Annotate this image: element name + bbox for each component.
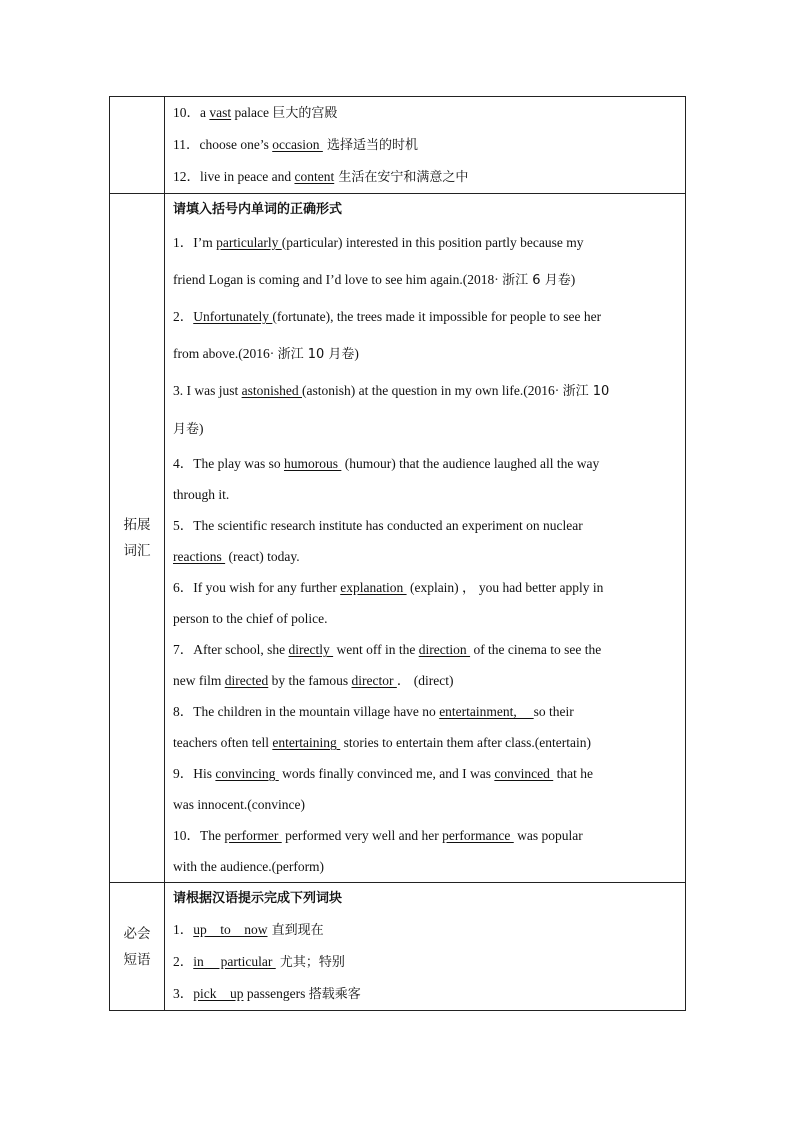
exercise-line [173,510,677,541]
section-instruction [173,194,677,225]
text-fragment: 7．After school, she [173,642,289,657]
text-fragment: of the cinema to see the [470,642,602,657]
section-label [110,883,165,1011]
section-label [110,194,165,883]
text-fragment: 6．If you wish for any further [173,580,341,595]
text-fragment: 9．His [173,766,216,781]
exercise-line [173,225,677,262]
text-fragment: 5．The scientific research institute has conducted an experiment on nuclear [173,518,583,533]
text-fragment: (astonish) at the question in my own life.(2016· [302,383,563,398]
answer-blank: entertainment, [439,704,534,719]
exercise-line [173,758,677,789]
text-fragment: that he [553,766,593,781]
exercise-line [173,97,677,129]
section-content [165,194,686,883]
text-fragment: palace [231,105,273,120]
text-fragment: 2． [173,954,194,969]
exercise-line [173,336,677,374]
text-fragment: 请填入括号内单词的正确形式 [173,202,343,217]
answer-blank: direction [418,642,471,657]
text-fragment: went off in the [333,642,419,657]
answer-blank: occasion [272,137,323,152]
answer-blank: directly [288,642,334,657]
exercise-line [173,665,677,696]
text-fragment: ) [570,271,576,287]
section-content [165,883,686,1011]
answer-blank: performance [442,828,514,843]
exercise-line [173,820,677,851]
text-fragment: 请根据汉语提示完成下列词块 [173,891,343,906]
exercise-line [173,696,677,727]
exercise-line [173,603,677,634]
exercise-line [173,299,677,336]
text-fragment: 11．choose one’s [173,137,273,152]
answer-blank: reactions [173,549,226,564]
section-label-line: 拓展 [123,517,151,533]
exercise-line [173,727,677,758]
text-fragment: (humour) that the audience laughed all the way [341,456,600,471]
text-fragment: was innocent.(convince) [173,797,305,812]
text-fragment: 浙江 10 [562,384,610,399]
exercise-line [173,262,677,300]
exercise-line [173,946,677,978]
vocabulary-table [109,96,686,1011]
exercise-line [173,634,677,665]
text-fragment: passengers [243,986,309,1001]
text-fragment: person to the chief of police. [173,611,328,626]
section-label-line: 短语 [123,951,151,968]
text-fragment: 巨大的宫殿 [272,106,338,121]
exercise-line [173,411,677,449]
exercise-line [173,448,677,479]
text-fragment: ) [199,420,204,436]
text-fragment: performed very well and her [281,828,443,843]
text-fragment: through it. [173,487,230,502]
text-fragment: ． (direct) [396,673,454,688]
section-label-line: 词汇 [123,543,151,559]
answer-blank: humorous [283,456,342,471]
answer-blank: convincing [215,766,279,781]
exercise-line [173,479,677,510]
text-fragment: 10．The [173,828,225,843]
text-fragment: 3. I was just [173,383,242,398]
answer-blank: content [294,169,335,184]
section-label-line: 必会 [123,925,151,942]
text-fragment: 2． [173,309,194,324]
text-fragment: stories to entertain them after class.(entertain) [340,735,591,750]
table-row [110,97,686,194]
exercise-line [173,572,677,603]
answer-blank: explanation [340,580,407,595]
answer-blank: particularly [216,235,282,250]
text-fragment: (explain) ， you had better apply in [406,580,604,595]
exercise-line [173,789,677,820]
answer-blank: convinced [494,766,554,781]
table-row [110,883,686,1011]
exercise-line [173,851,677,882]
text-fragment: friend Logan is coming and I’d love to see him again.(2018· [173,271,503,287]
section-label [110,97,165,194]
text-fragment: 搭载乘客 [308,987,361,1002]
text-fragment: by the famous [268,673,352,688]
text-fragment: was popular [513,828,583,843]
answer-blank: in particular [193,954,276,969]
table-row [110,194,686,883]
answer-blank: astonished [241,383,302,398]
section-content [165,97,686,194]
exercise-line [173,373,677,411]
answer-blank: pick up [193,986,244,1001]
text-fragment: 尤其；特别 [275,955,345,970]
text-fragment: 8．The children in the mountain village have no [173,704,440,719]
answer-blank: vast [209,105,232,120]
section-instruction [173,883,677,914]
text-fragment: (react) today. [225,549,300,564]
exercise-line [173,129,677,161]
text-fragment: so their [533,704,574,719]
table-body [110,97,686,1011]
text-fragment: from above.(2016· [173,345,278,361]
text-fragment: 浙江 6 月卷 [502,272,571,288]
answer-blank: Unfortunately [193,309,273,324]
text-fragment: 生活在安宁和满意之中 [334,170,469,185]
answer-blank: entertaining [272,735,341,750]
text-fragment: ) [354,345,359,361]
text-fragment: 浙江 10 月卷 [277,346,355,362]
text-fragment: new film [173,673,225,688]
text-fragment: 10．a [173,105,210,120]
text-fragment: 直到现在 [267,923,324,938]
answer-blank: performer [224,828,282,843]
text-fragment: 4．The play was so [173,456,284,471]
text-fragment: 1．I’m [173,235,217,250]
exercise-line [173,161,677,193]
text-fragment: 1． [173,922,194,937]
text-fragment: with the audience.(perform) [173,859,325,874]
text-fragment: (fortunate), the trees made it impossible for people to see her [272,309,602,324]
answer-blank: directed [224,673,269,688]
text-fragment: words finally convinced me, and I was [278,766,495,781]
text-fragment: 12．live in peace and [173,169,295,184]
text-fragment: 选择适当的时机 [322,138,418,153]
text-fragment: (particular) interested in this position partly because my [281,235,584,250]
answer-blank: up to now [193,922,268,937]
exercise-line [173,541,677,572]
answer-blank: director [351,673,397,688]
exercise-line [173,914,677,946]
text-fragment: 月卷 [173,421,200,437]
text-fragment: teachers often tell [173,735,273,750]
text-fragment: 3． [173,986,194,1001]
exercise-line [173,978,677,1010]
